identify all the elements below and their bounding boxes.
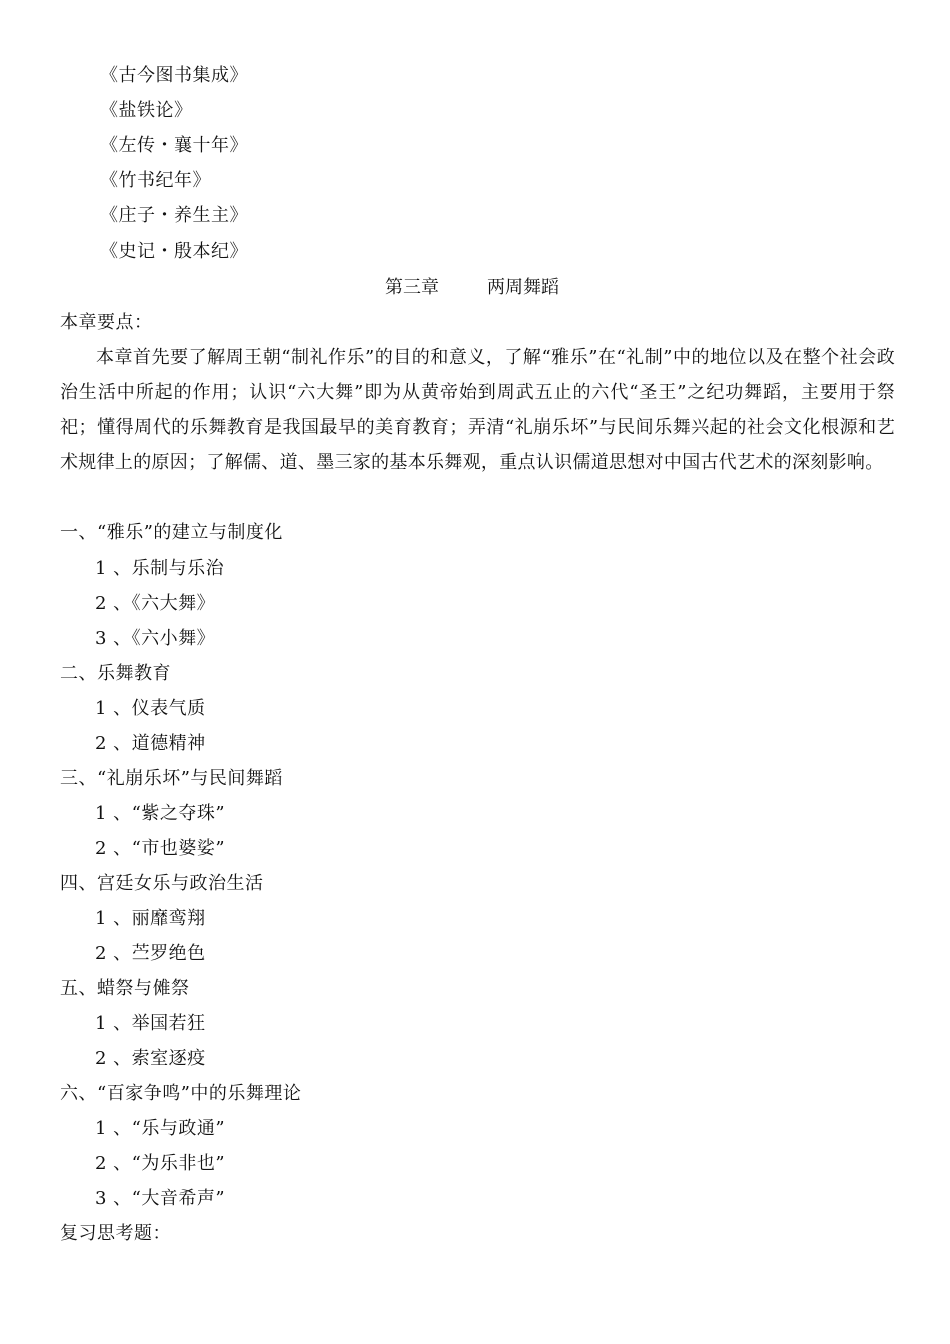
outline-section-title: 二、乐舞教育 (60, 663, 171, 684)
outline-item: 2 、“为乐非也” (95, 1153, 226, 1174)
outline-item: 2 、索室逐疫 (95, 1048, 206, 1069)
outline-item: 2 、“市也婆娑” (95, 838, 226, 859)
review-questions-heading: 复习思考题： (60, 1223, 171, 1244)
outline-item: 3 、“大音希声” (95, 1188, 226, 1209)
reference-item: 《盐铁论》 (100, 100, 193, 121)
outline-section-title: 一、“雅乐”的建立与制度化 (60, 522, 283, 543)
outline-item: 1 、乐制与乐治 (95, 558, 225, 579)
outline-item: 1 、仪表气质 (95, 698, 206, 719)
outline-section-title: 六、“百家争鸣”中的乐舞理论 (60, 1083, 302, 1104)
reference-item: 《庄子・养生主》 (100, 205, 248, 226)
key-points-paragraph: 本章首先要了解周王朝“制礼作乐”的目的和意义，了解“雅乐”在“礼制”中的地位以及在整个社会政治生活中所起的作用；认识“六大舞”即为从黄帝始到周武五止的六代“圣王”之纪功舞蹈，主要用于祭祀；懂得周代的乐舞教育是我国最早的美育教育；弄清“礼崩乐坏”与民间乐舞兴起的社会文化根源和艺术规律上的原因；了解儒、道、墨三家的基本乐舞观，重点认识儒道思想对中国古代艺术的深刻影响。 (60, 347, 895, 473)
outline-section-title: 三、“礼崩乐坏”与民间舞蹈 (60, 768, 283, 789)
reference-item: 《古今图书集成》 (100, 65, 248, 86)
chapter-number: 第三章 (385, 277, 439, 298)
outline-section-title: 五、蜡祭与傩祭 (60, 978, 190, 999)
outline-item: 1 、“乐与政通” (95, 1118, 226, 1139)
key-points-heading: 本章要点： (60, 312, 153, 333)
reference-item: 《左传・襄十年》 (100, 135, 248, 156)
outline-item: 2 、苎罗绝色 (95, 943, 206, 964)
outline-item: 1 、丽靡鸾翔 (95, 908, 206, 929)
chapter-heading (385, 276, 559, 300)
reference-item: 《竹书纪年》 (100, 170, 211, 191)
outline-item: 1 、“紫之夺珠” (95, 803, 226, 824)
reference-item: 《史记・殷本纪》 (100, 241, 248, 262)
outline-item: 1 、举国若狂 (95, 1013, 206, 1034)
outline-item: 2 、道德精神 (95, 733, 206, 754)
outline-section-title: 四、宫廷女乐与政治生活 (60, 873, 264, 894)
outline-item: 3 、《六小舞》 (95, 628, 216, 649)
chapter-title: 两周舞蹈 (487, 277, 559, 298)
outline-item: 2 、《六大舞》 (95, 593, 216, 614)
